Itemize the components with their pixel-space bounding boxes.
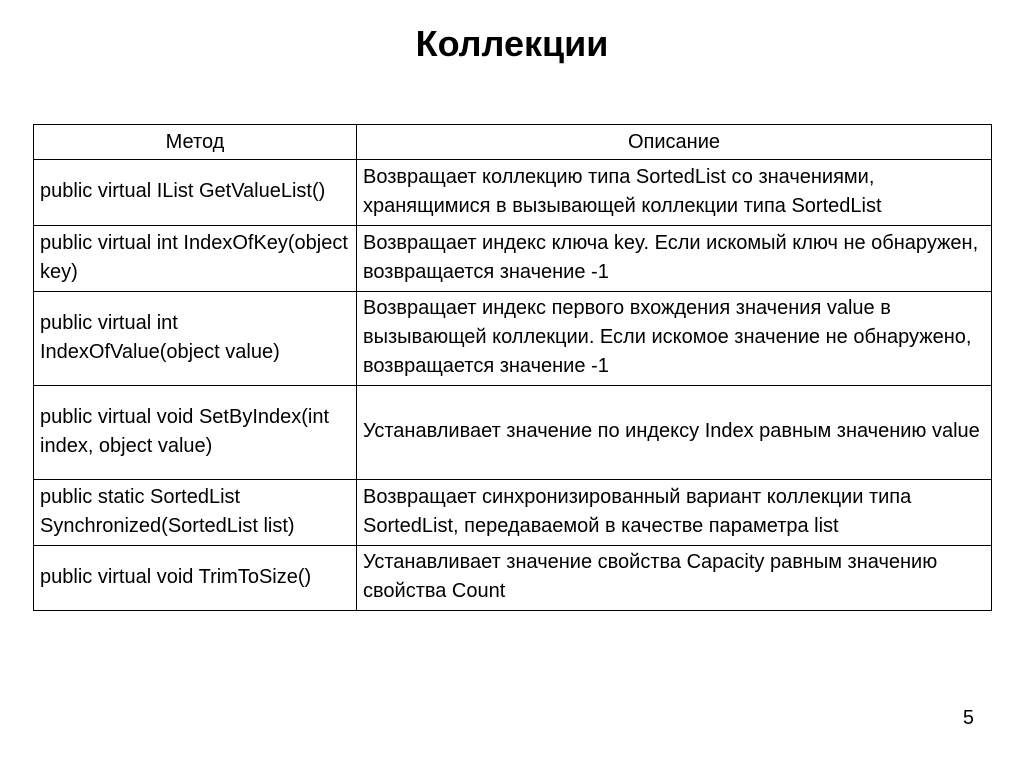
table-row — [34, 386, 992, 480]
description-cell: Возвращает индекс ключа key. Если искомый ключ не обнаружен, возвращается значение -1 — [357, 226, 992, 292]
method-cell: public virtual void TrimToSize() — [34, 546, 357, 611]
description-cell: Возвращает индекс первого вхождения значения value в вызывающей коллекции. Если искомое значение не обнаружено, возвращается значение -1 — [357, 292, 992, 386]
description-cell: Устанавливает значение свойства Capacity равным значению свойства Count — [357, 546, 992, 611]
description-cell: Возвращает синхронизированный вариант коллекции типа SortedList, передаваемой в качестве параметра list — [357, 480, 992, 546]
header-description: Описание — [357, 125, 992, 160]
slide-title: Коллекции — [415, 23, 609, 64]
method-cell: public virtual int IndexOfValue(object value) — [34, 292, 357, 386]
header-method: Метод — [34, 125, 357, 160]
method-cell: public static SortedList Synchronized(SortedList list) — [34, 480, 357, 546]
method-cell: public virtual int IndexOfKey(object key) — [34, 226, 357, 292]
table-row — [34, 546, 992, 611]
table-row — [34, 292, 992, 386]
table-row — [34, 480, 992, 546]
page-number: 5 — [962, 707, 974, 729]
table-row — [34, 226, 992, 292]
description-cell: Устанавливает значение по индексу Index равным значению value — [357, 386, 992, 480]
table-row — [34, 160, 992, 226]
description-cell: Возвращает коллекцию типа SortedList со значениями, хранящимися в вызывающей коллекции типа SortedList — [357, 160, 992, 226]
table-header-row — [34, 125, 992, 160]
method-cell: public virtual IList GetValueList() — [34, 160, 357, 226]
method-cell: public virtual void SetByIndex(int index, object value) — [34, 386, 357, 480]
methods-table — [33, 124, 992, 611]
